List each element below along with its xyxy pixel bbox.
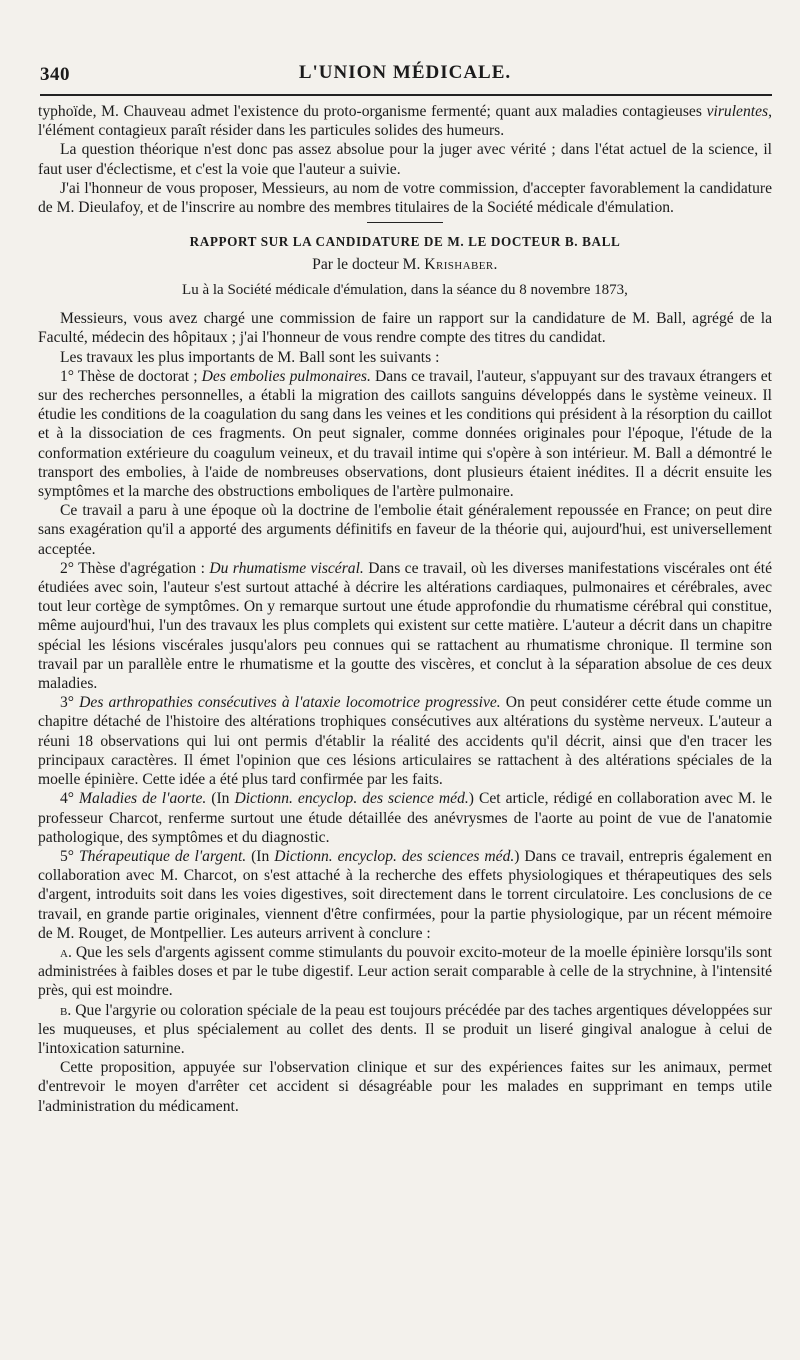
work-item: 1° Thèse de doctorat ; Des embolies pulmonaires. Dans ce travail, l'auteur, s'appuyant sur des travaux étrangers et sur des recherches personnelles, a établi la migration des caillots sanguins développés dans le système veineux. Il étudie les conditions de la coagulation du sang dans les veines et les conditions qui président à la résorption du caillot et à la dissociation de ces fragments. On peut signaler, comme données originales pour l'époque, l'étude de la conformation extérieure du coagulum veineux, et du travail intime qui s'opère à son intérieur. M. Ball a démontré le transport des embolies, à l'aide de nombreuses observations, dont plusieurs étaient inédites. Il a décrit ensuite les symptômes et la marche des obstructions emboliques de l'artère pulmonaire. — [38, 367, 772, 501]
work-item: 3° Des arthropathies consécutives à l'ataxie locomotrice progressive. On peut considérer cette étude comme un chapitre détaché de l'histoire des altérations trophiques consécutives aux altérations du système nerveux. L'auteur a réuni 18 observations qui lui ont permis d'établir la réalité des accidents qu'il décrit, ainsi que d'en tracer les principaux caractères. Il émet l'opinion que ces lésions articulaires se rattachent à des altérations spéciales de la moelle épinière. Cette idée a été plus tard confirmée par les faits. — [38, 694, 772, 789]
page-header — [38, 58, 772, 90]
paragraph: typhoïde, M. Chauveau admet l'existence du proto-organisme fermenté; quant aux maladies contagieuses virulentes, l'élément contagieux paraît résider dans les particules solides des humeurs. — [38, 103, 772, 140]
paragraph: Ce travail a paru à une époque où la doctrine de l'embolie était généralement repoussée en France; on peut dire sans exagération qu'il a apporté des arguments définitifs en faveur de la théorie qui, aujourd'hui, est universellement acceptée. — [38, 502, 772, 558]
work-item: 2° Thèse d'agrégation : Du rhumatisme viscéral. Dans ce travail, où les diverses manifestations viscérales ont été étudiées avec soin, l'auteur s'est surtout attaché à décrire les altérations cardiaques, pulmonaires et cérébrales, avec tout leur cortège de symptômes. On y remarque surtout une étude approfondie du rhumatisme cérébral qui constitue, même aujourd'hui, l'un des travaux les plus complets qui existent sur cette matière. L'auteur a décrit dans un chapitre spécial les lésions viscérales jusqu'alors peu connues qui se rattachent au rhumatisme chronique. Il termine son travail par un parallèle entre le rhumatisme et la goutte des viscères, et conclut à la séparation absolue de ces deux maladies. — [38, 559, 772, 693]
paragraph: Messieurs, vous avez chargé une commission de faire un rapport sur la candidature de M. Ball, agrégé de la Faculté, médecin des hôpitaux ; j'ai l'honneur de vous rendre compte des titres du candidat. — [38, 310, 772, 347]
section-title: RAPPORT SUR LA CANDIDATURE DE M. LE DOCTEUR B. BALL — [189, 234, 621, 250]
conclusion-item: a. Que les sels d'argents agissent comme stimulants du pouvoir excito-moteur de la moelle épinière lorsqu'ils sont administrées à faibles doses et par le tube digestif. Leur action serait comparable à celle de la strychnine, à l'intensité près, qui est moindre. — [38, 943, 772, 1000]
paragraph: La question théorique n'est donc pas assez absolue pour la juger avec vérité ; dans l'état actuel de la science, il faut user d'éclectisme, et c'est la voie que l'auteur a suivie. — [38, 141, 772, 178]
running-title: L'UNION MÉDICALE. — [298, 62, 512, 83]
read-note: Lu à la Société médicale d'émulation, dans la séance du 8 novembre 1873, — [182, 282, 628, 299]
paragraph: Les travaux les plus importants de M. Ball sont les suivants : — [60, 348, 440, 366]
section-divider — [367, 222, 443, 223]
page-number: 340 — [40, 64, 70, 85]
work-item: 5° Thérapeutique de l'argent. (In Dictionn. encyclop. des sciences méd.) Dans ce travail, entrepris également en collaboration avec M. Charcot, on s'est attaché à la recherche des effets physiologiques et thérapeutiques des sels d'argent, introduits soit dans les voies digestives, soit directement dans le torrent circulatoire. Les conclusions de ce travail, en grande partie originales, viennent d'être confirmées, pour la partie physiologique, par un récent mémoire de M. Rouget, de Montpellier. Les auteurs arrivent à conclure : — [38, 847, 772, 942]
byline: Par le docteur M. Krishaber. — [312, 256, 498, 274]
paragraph: Cette proposition, appuyée sur l'observation clinique et sur des expériences faites sur les animaux, permet d'entrevoir le moyen d'arrêter cet accident si désagréable pour les malades en supprimant en temps utile l'administration du médicament. — [38, 1059, 772, 1115]
header-rule — [40, 94, 772, 96]
paragraph: J'ai l'honneur de vous proposer, Messieurs, au nom de votre commission, d'accepter favorablement la candidature de M. Dieulafoy, et de l'inscrire au nombre des membres titulaires de la Société médicale d'émulation. — [38, 179, 772, 217]
work-item: 4° Maladies de l'aorte. (In Dictionn. encyclop. des science méd.) Cet article, rédigé en collaboration avec M. le professeur Charcot, renferme surtout une étude détaillée des anévrysmes de l'aorte au point de vue de l'anatomie pathologique, des symptômes et du diagnostic. — [38, 790, 772, 846]
conclusion-item: b. Que l'argyrie ou coloration spéciale de la peau est toujours précédée par des taches argentiques développées sur les muqueuses, et plus spécialement au collet des dents. Il se produit un liseré gingival analogue à celui de l'intoxication saturnine. — [38, 1001, 772, 1057]
